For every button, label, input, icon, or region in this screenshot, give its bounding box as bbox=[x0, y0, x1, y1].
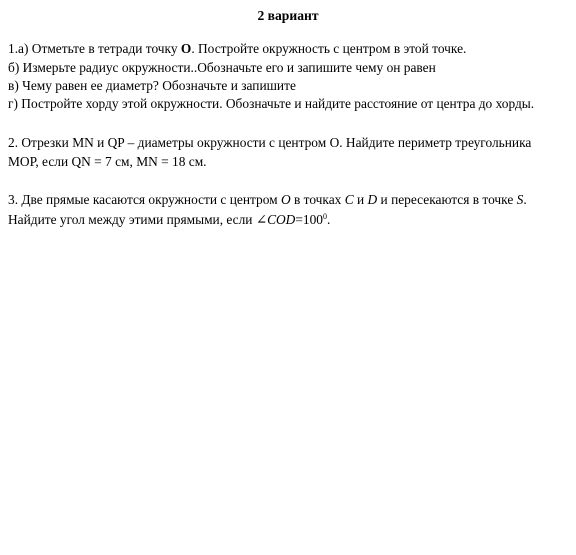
task3-text-1: 3. Две прямые касаются окружности с центром bbox=[8, 192, 281, 207]
task1-a-point: О bbox=[180, 41, 192, 56]
task2-line1: 2. Отрезки MN и QP – диаметры окружности с центром О. Найдите периметр треугольника bbox=[8, 135, 532, 150]
task1-a-prefix: 1.а) Отметьте в тетради точку bbox=[8, 41, 181, 56]
task1-a bbox=[8, 41, 466, 57]
task3-line2 bbox=[8, 212, 330, 228]
task3-line1 bbox=[8, 192, 527, 208]
task3-center-O: O bbox=[280, 192, 291, 207]
task1-b: б) Измерьте радиус окружности..Обозначьте его и запишите чему он равен bbox=[8, 60, 436, 75]
angle-value: =100 bbox=[295, 212, 323, 227]
angle-name: COD bbox=[267, 212, 296, 227]
task3-text-3: и bbox=[353, 192, 368, 207]
angle-symbol: ∠ bbox=[255, 212, 268, 227]
task1-d: г) Постройте хорду этой окружности. Обозначьте и найдите расстояние от центра до хорды. bbox=[8, 96, 535, 111]
task2-line2: МОР, если QN = 7 см, MN = 18 см. bbox=[8, 154, 207, 169]
task3-point-C: C bbox=[344, 192, 354, 207]
task3-point-S: S bbox=[516, 192, 524, 207]
task3-line2-suffix: . bbox=[326, 212, 331, 227]
task3-text-4: и пересекаются в точке bbox=[377, 192, 517, 207]
task3-point-D: D bbox=[367, 192, 378, 207]
task3-text-2: в точках bbox=[290, 192, 345, 207]
task3-text-5: . bbox=[523, 192, 527, 207]
task1-c: в) Чему равен ее диаметр? Обозначьте и запишите bbox=[8, 78, 296, 93]
task3-line2-prefix: Найдите угол между этими прямыми, если bbox=[8, 212, 256, 227]
task1-a-suffix: . Постройте окружность с центром в этой точке. bbox=[191, 41, 467, 56]
variant-title: 2 вариант bbox=[257, 8, 319, 23]
degree-superscript: 0 bbox=[322, 212, 327, 221]
